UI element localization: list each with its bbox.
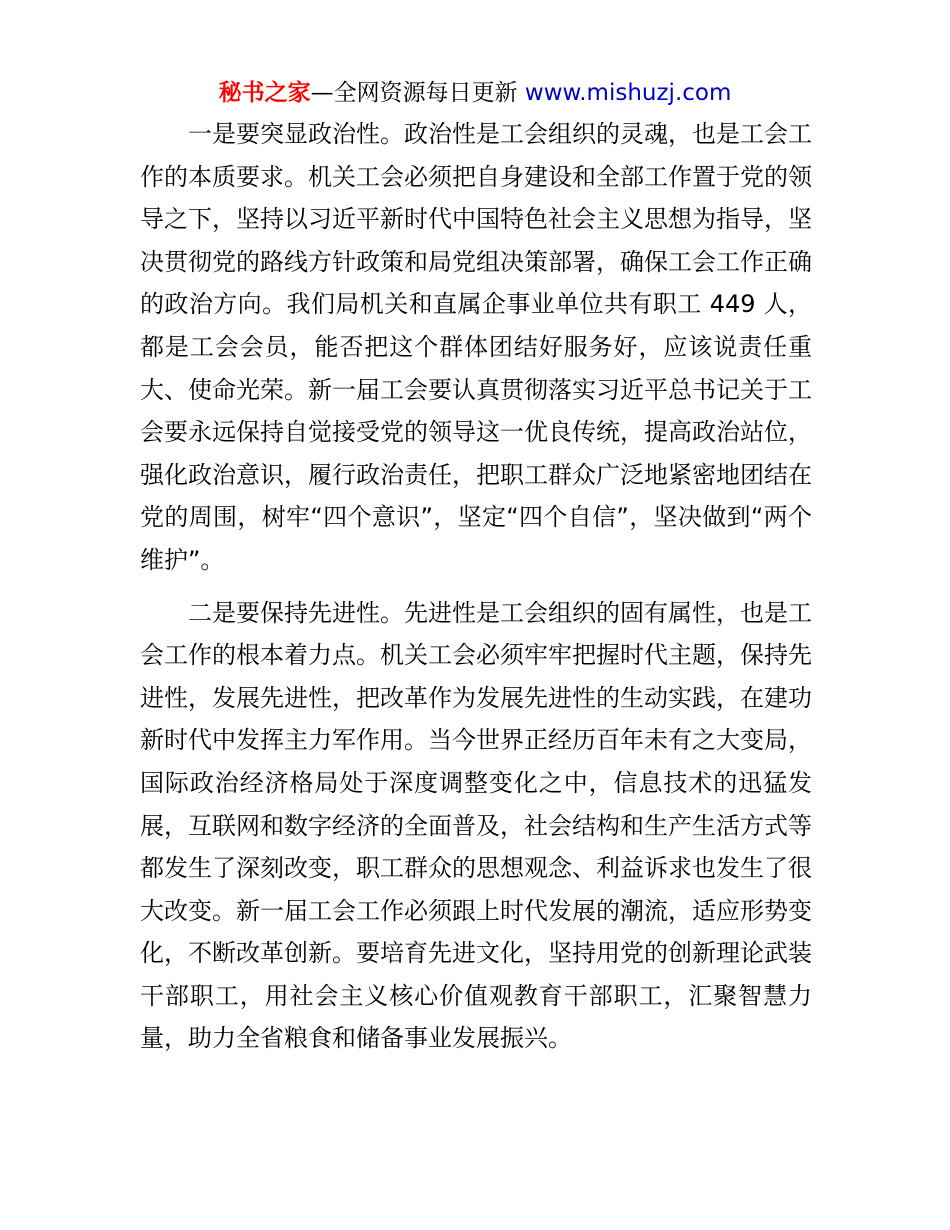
header-site-link[interactable]: www.mishuzj.com	[524, 80, 732, 106]
paragraph-1: 一是要突显政治性。政治性是工会组织的灵魂，也是工会工作的本质要求。机关工会必须把自身建设和全部工作置于党的领导之下，坚持以习近平新时代中国特色社会主义思想为指导，坚决贯彻党的路线方针政策和局党组决策部署，确保工会工作正确的政治方向。我们局机关和直属企事业单位共有职工 449 人，都是工会会员，能否把这个群体团结好服务好，应该说责任重大、使命光荣。新一届工会要认真贯彻落实习近平总书记关于工会要永远保持自觉接受党的领导这一优良传统，提高政治站位，强化政治意识，履行政治责任，把职工群众广泛地紧密地团结在党的周围，树牢“四个意识”，坚定“四个自信”，坚决做到“两个维护”。	[140, 120, 812, 574]
page-header	[0, 76, 950, 110]
header-tagline: —全网资源每日更新	[310, 80, 525, 106]
header-brand: 秘书之家	[218, 80, 311, 106]
paragraph-2: 二是要保持先进性。先进性是工会组织的固有属性，也是工会工作的根本着力点。机关工会必须牢牢把握时代主题，保持先进性，发展先进性，把改革作为发展先进性的生动实践，在建功新时代中发挥主力军作用。当今世界正经历百年未有之大变局，国际政治经济格局处于深度调整变化之中，信息技术的迅猛发展，互联网和数字经济的全面普及，社会结构和生产生活方式等都发生了深刻改变，职工群众的思想观念、利益诉求也发生了很大改变。新一届工会工作必须跟上时代发展的潮流，适应形势变化，不断改革创新。要培育先进文化，坚持用党的创新理论武装干部职工，用社会主义核心价值观教育干部职工，汇聚智慧力量，助力全省粮食和储备事业发展振兴。	[140, 598, 812, 1053]
document-body	[140, 113, 812, 1060]
